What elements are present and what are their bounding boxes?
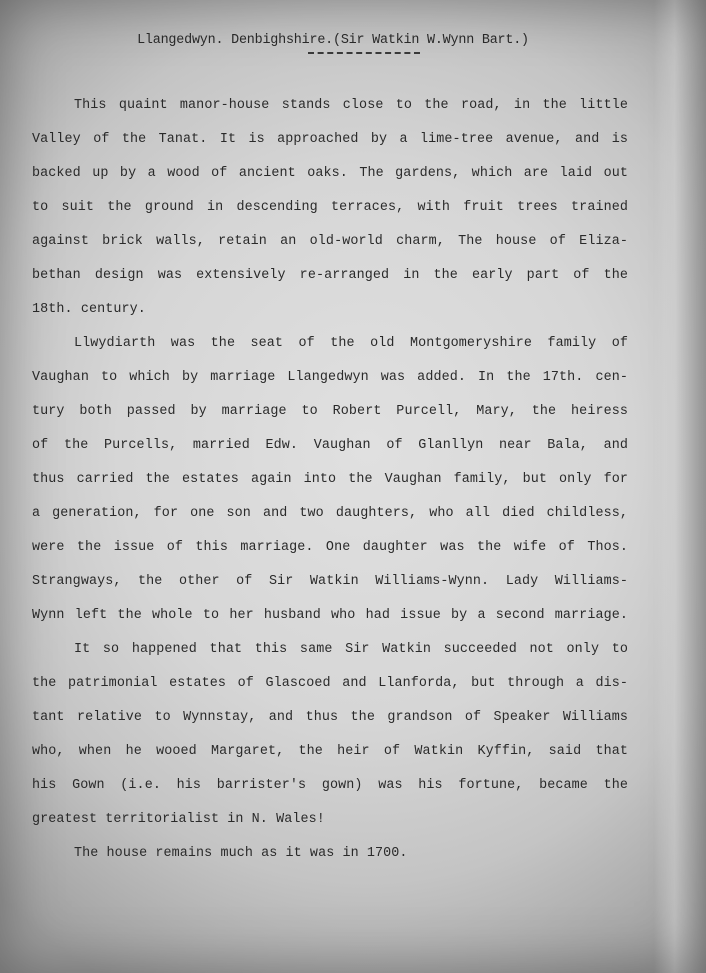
text-line: tury both passed by marriage to Robert Purcell, Mary, the heiress: [32, 404, 628, 420]
text-line: Llwydiarth was the seat of the old Montgomeryshire family of: [74, 336, 628, 352]
text-line: of the Purcells, married Edw. Vaughan of Glanllyn near Bala, and: [32, 438, 628, 454]
document-title: Llangedwyn. Denbighshire.(Sir Watkin W.Wynn Bart.): [137, 33, 529, 48]
text-line: who, when he wooed Margaret, the heir of Watkin Kyffin, said that: [32, 744, 628, 760]
text-line: bethan design was extensively re-arranged in the early part of the: [32, 268, 628, 284]
text-line: Strangways, the other of Sir Watkin Williams-Wynn. Lady Williams-: [32, 574, 628, 590]
typescript-sheet: [32, 22, 628, 871]
text-line: to suit the ground in descending terraces, with fruit trees trained: [32, 200, 628, 216]
text-line: his Gown (i.e. his barrister's gown) was his fortune, became the: [32, 778, 628, 794]
text-line: the patrimonial estates of Glascoed and Llanforda, but through a dis-: [32, 676, 628, 692]
paragraph-3: [32, 633, 628, 837]
text-line: a generation, for one son and two daughters, who all died childless,: [32, 506, 628, 522]
paragraph-4: [32, 837, 628, 871]
text-line: were the issue of this marriage. One daughter was the wife of Thos.: [32, 540, 628, 556]
text-line: It so happened that this same Sir Watkin succeeded not only to: [74, 642, 628, 658]
paragraph-2: [32, 327, 628, 633]
text-line: Vaughan to which by marriage Llangedwyn was added. In the 17th. cen-: [32, 370, 628, 386]
text-line: greatest territorialist in N. Wales!: [32, 812, 325, 828]
text-line: The house remains much as it was in 1700.: [74, 846, 408, 862]
text-line: Valley of the Tanat. It is approached by a lime-tree avenue, and is: [32, 132, 628, 148]
paragraph-1: [32, 89, 628, 327]
text-line: backed up by a wood of ancient oaks. The gardens, which are laid out: [32, 166, 628, 182]
text-line: tant relative to Wynnstay, and thus the grandson of Speaker Williams: [32, 710, 628, 726]
text-line: Wynn left the whole to her husband who had issue by a second marriage.: [32, 608, 628, 624]
text-line: 18th. century.: [32, 302, 146, 318]
text-line: This quaint manor-house stands close to the road, in the little: [74, 98, 628, 114]
page-edge-shadow: [654, 0, 706, 973]
text-line: against brick walls, retain an old-world charm, The house of Eliza-: [32, 234, 628, 250]
title-underline: [308, 52, 420, 54]
text-line: thus carried the estates again into the Vaughan family, but only for: [32, 472, 628, 488]
